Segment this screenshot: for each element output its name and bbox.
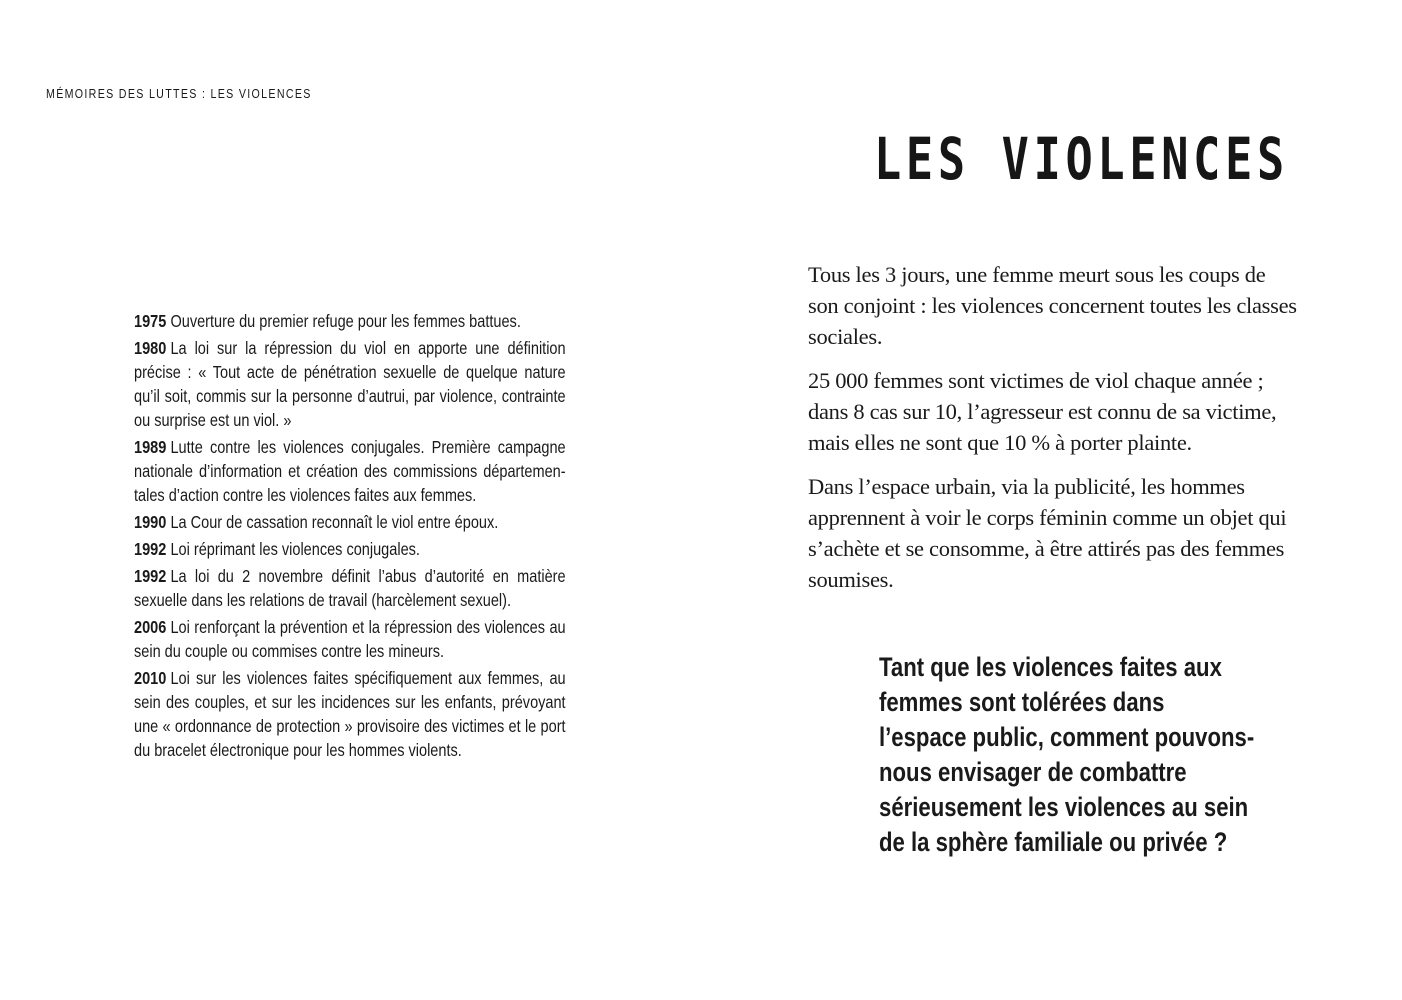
timeline-text: Loi renforçant la prévention et la répression des violences au sein du couple ou commises contre les mineurs.: [134, 617, 566, 661]
timeline-text: La loi sur la répression du viol en apporte une définition précise : « Tout acte de pénétration sexuelle de quelque nature qu’il soit, commis sur la personne d’autrui, par violence, contrainte ou surprise est un viol. »: [134, 338, 566, 430]
timeline-entry: [134, 666, 566, 762]
timeline-text: Lutte contre les violences conjugales. Première campagne nationale d’information et création des commissions départementales d’action contre les violences faites aux femmes.: [134, 437, 566, 505]
timeline-year: 1990: [134, 512, 167, 532]
callout-quote: Tant que les violences faites aux femmes sont tolérées dans l’espace public, comment pouvons-nous envisager de combattre sérieusement les violences au sein de la sphère familiale ou privée ?: [879, 652, 1255, 857]
timeline-entry: [134, 537, 566, 561]
timeline-entry: [134, 309, 566, 333]
running-head: MÉMOIRES DES LUTTES : LES VIOLENCES: [46, 86, 312, 101]
timeline-entry: [134, 510, 566, 534]
timeline-text: Loi sur les violences faites spécifiquement aux femmes, au sein des couples, et sur les incidences sur les enfants, prévoyant une « ordonnance de protection » provisoire des victimes et le port du bracelet électronique pour les hommes violents.: [134, 668, 566, 760]
timeline-year: 1980: [134, 338, 167, 358]
intro-paragraph: 25 000 femmes sont victimes de viol chaque année ; dans 8 cas sur 10, l’agresseur est connu de sa victime, mais elles ne sont que 10 % à porter plainte.: [808, 368, 1277, 455]
timeline-text: La Cour de cassation reconnaît le viol entre époux.: [170, 512, 499, 532]
timeline-text: La loi du 2 novembre définit l’abus d’autorité en matière sexuelle dans les relations de travail (harcèlement sexuel).: [134, 566, 566, 610]
timeline-entry: [134, 435, 566, 507]
timeline-text: Loi réprimant les violences conjugales.: [170, 539, 420, 559]
intro-text: [808, 259, 1298, 608]
timeline-year: 2010: [134, 668, 167, 688]
timeline: [134, 309, 566, 765]
timeline-entry: [134, 615, 566, 663]
timeline-year: 1992: [134, 539, 167, 559]
timeline-year: 2006: [134, 617, 167, 637]
timeline-entry: [134, 336, 566, 432]
intro-paragraph: Tous les 3 jours, une femme meurt sous les coups de son conjoint : les violences concernent toutes les classes sociales.: [808, 262, 1297, 349]
page-title: LES VIOLENCES: [874, 125, 1289, 193]
intro-paragraph: Dans l’espace urbain, via la publicité, les hommes apprennent à voir le corps féminin comme un objet qui s’achète et se consomme, à être attirés pas des femmes soumises.: [808, 474, 1287, 592]
timeline-year: 1989: [134, 437, 167, 457]
timeline-year: 1992: [134, 566, 167, 586]
timeline-entry: [134, 564, 566, 612]
timeline-year: 1975: [134, 311, 167, 331]
timeline-text: Ouverture du premier refuge pour les femmes battues.: [170, 311, 521, 331]
